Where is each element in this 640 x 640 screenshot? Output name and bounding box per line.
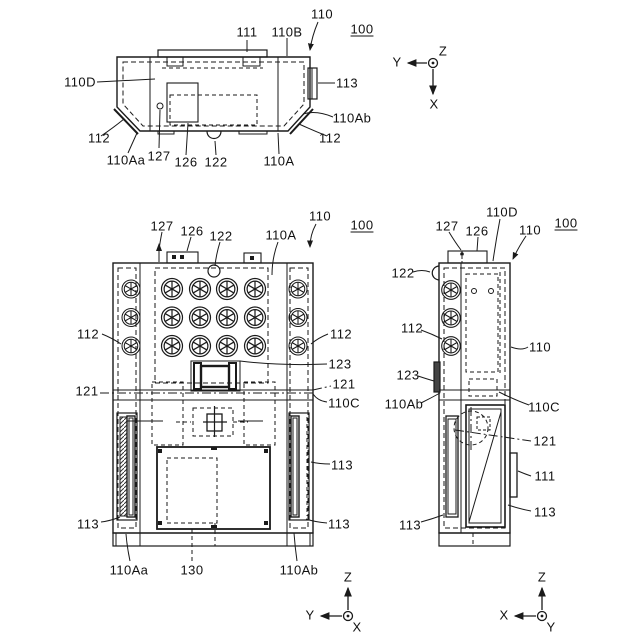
fig-number-top: 100 [350, 21, 374, 37]
ref-113-front-right-lower: 113 [328, 516, 350, 532]
ref-127-side: 127 [435, 218, 459, 234]
ref-110-side-top: 110 [519, 222, 541, 238]
ref-123-front: 123 [328, 356, 352, 372]
ref-126-side: 126 [465, 223, 489, 239]
ref-126-top: 126 [174, 154, 198, 170]
axis-label-z-side: Z [537, 569, 547, 585]
ref-110-side-right: 110 [529, 339, 551, 355]
axis-label-x-top: X [429, 96, 439, 112]
ref-113-front-left: 113 [77, 516, 99, 532]
ref-110B-top: 110B [271, 24, 303, 40]
ref-113-front-right-upper: 113 [331, 457, 353, 473]
front-lower-compartment [157, 447, 270, 529]
ref-110Ab-top: 110Ab [332, 110, 372, 126]
axis-label-z-top: Z [438, 43, 448, 59]
ref-121-front-left: 121 [75, 383, 99, 399]
side-lower-compartment [466, 405, 505, 527]
side-left-rail [446, 416, 458, 517]
front-connector [191, 361, 240, 391]
ref-130-front: 130 [180, 562, 204, 578]
front-right-rail [289, 413, 309, 520]
ref-126-front: 126 [180, 223, 204, 239]
ref-110C-front: 110C [328, 395, 360, 411]
ref-112-front-right: 112 [330, 326, 352, 342]
ref-122-top: 122 [204, 154, 228, 170]
ref-121-front-right: 121 [332, 376, 356, 392]
ref-113-top: 113 [336, 75, 358, 91]
axis-label-y-front: Y [305, 607, 315, 623]
top-handle [158, 50, 267, 68]
ref-110Aa-top: 110Aa [106, 152, 146, 168]
fig-number-front: 100 [350, 217, 374, 233]
side-cam-detail [454, 407, 490, 450]
axis-label-x-side: X [499, 607, 509, 623]
ref-113-side-left: 113 [399, 517, 421, 533]
side-vent-column [442, 281, 461, 356]
axes-bottom-right [515, 588, 547, 621]
ref-112-top-left: 112 [88, 130, 110, 146]
side-view-drawing [413, 219, 531, 546]
front-view-drawing [100, 224, 331, 561]
axis-label-x-front: X [352, 619, 362, 635]
ref-110-top: 110 [311, 6, 333, 22]
front-antenna [156, 243, 162, 262]
ref-112-side: 112 [401, 320, 423, 336]
ref-110D-side: 110D [486, 204, 518, 220]
axes-top-right [408, 59, 438, 95]
ref-110D-top: 110D [64, 74, 96, 90]
ref-110C-side: 110C [528, 399, 560, 415]
ref-112-front-left: 112 [77, 326, 99, 342]
axis-label-z-front: Z [343, 569, 353, 585]
top-view-drawing [97, 22, 335, 155]
front-sensor-hole [208, 265, 220, 277]
ref-110A-front: 110A [265, 227, 297, 243]
ref-122-side: 122 [391, 265, 415, 281]
ref-113-side-right: 113 [534, 504, 556, 520]
ref-110Ab-front: 110Ab [279, 562, 319, 578]
front-top-unit [167, 252, 261, 263]
side-right-tab [510, 453, 517, 497]
ref-111-top: 111 [236, 24, 258, 40]
front-vent-grid [122, 279, 307, 357]
side-edge-connector [434, 362, 440, 392]
side-bump [432, 266, 439, 280]
front-fiducial [176, 406, 248, 437]
ref-110Aa-front: 110Aa [109, 562, 149, 578]
ref-123-side: 123 [396, 367, 420, 383]
ref-110Ab-side: 110Ab [384, 396, 424, 412]
ref-112-top-right: 112 [319, 130, 341, 146]
ref-111-side: 111 [534, 468, 556, 484]
axis-label-y-top: Y [392, 54, 402, 70]
front-left-rail [117, 413, 137, 520]
ref-121-side: 121 [533, 433, 557, 449]
fig-number-side: 100 [554, 215, 578, 231]
ref-110A-top: 110A [263, 153, 295, 169]
ref-127-front: 127 [150, 218, 174, 234]
ref-110-front: 110 [309, 208, 331, 224]
ref-122-front: 122 [209, 228, 233, 244]
ref-127-top: 127 [147, 148, 171, 164]
side-handle [448, 251, 487, 263]
axis-label-y-side: Y [546, 619, 556, 635]
axes-bottom-center [321, 588, 353, 621]
